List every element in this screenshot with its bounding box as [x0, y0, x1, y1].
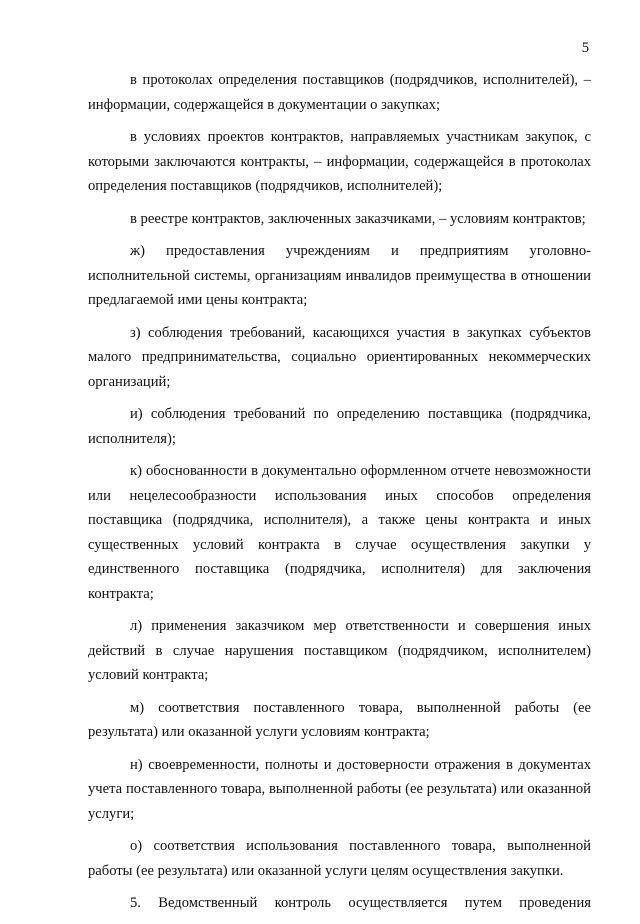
paragraph: ж) предоставления учреждениям и предприятиям уголовно-исполнительной системы, организациям инвалидов преимущества в отношении предлагаемой ими цены контракта; [88, 243, 591, 308]
paragraph: в реестре контрактов, заключенных заказчиками, – условиям контрактов; [130, 210, 586, 227]
paragraph: о) соответствия использования поставленного товара, выполненной работы (ее результата) или оказанной услуги целям осуществления закупки. [88, 838, 591, 879]
paragraph: з) соблюдения требований, касающихся участия в закупках субъектов малого предпринимательства, социально ориентированных некоммерческих организаций; [88, 324, 591, 390]
paragraph: в условиях проектов контрактов, направляемых участникам закупок, с которыми заключаются контракты, – информации, содержащейся в протоколах определения поставщиков (подрядчиков, исполнителей); [88, 129, 591, 194]
paragraph: л) применения заказчиком мер ответственности и совершения иных действий в случае нарушения поставщиком (подрядчиком, исполнителем) условий контракта; [88, 618, 591, 683]
paragraph: м) соответствия поставленного товара, выполненной работы (ее результата) или оказанной услуги условиям контракта; [88, 699, 591, 740]
page-number: 5 [581, 40, 589, 56]
paragraph: и) соблюдения требований по определению поставщика (подрядчика, исполнителя); [88, 406, 591, 447]
paragraph: к) обоснованности в документально оформленном отчете невозможности или нецелесообразности использования иных способов определения поставщика (подрядчика, исполнителя), а также цены контракта и иных существенных условий контракта в случае осуществления закупки у единственного поставщика (подрядчика, исполнителя) для заключения контракта; [88, 463, 591, 602]
paragraph: н) своевременности, полноты и достоверности отражения в документах учета поставленного товара, выполненной работы (ее результата) или оказанной услуги; [88, 756, 591, 822]
paragraph: 5. Ведомственный контроль осуществляется путем проведения [130, 895, 591, 911]
paragraph: в протоколах определения поставщиков (подрядчиков, исполнителей), – информации, содержащейся в документации о закупках; [88, 72, 591, 113]
document-body [88, 68, 591, 924]
